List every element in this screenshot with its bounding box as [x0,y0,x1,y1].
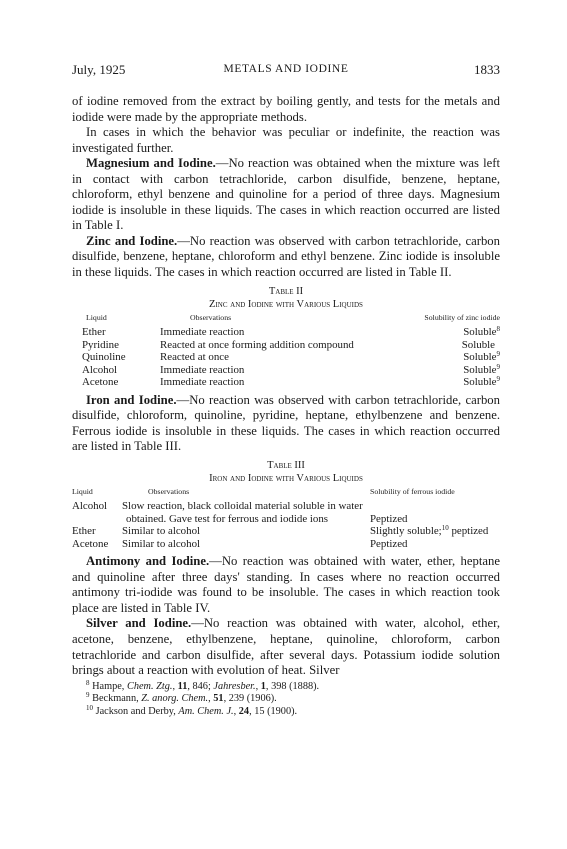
table-row [72,339,500,352]
paragraph-silver [72,616,500,678]
table3-cell-liquid: Ether [72,525,96,538]
footnote-number: 8 [86,678,90,687]
table2-cell-observation: Immediate reaction [160,326,245,339]
footnote-pages-2: , 398 (1888). [265,680,320,692]
table2-cell-solubility [390,376,500,389]
footnote-author: Hampe, [89,680,127,692]
table2 [72,312,500,389]
table3-cell-liquid: Alcohol [72,500,108,513]
footnote-volume-2: 1 [260,680,266,692]
solubility-tail: peptized [448,525,489,538]
table-row [72,376,500,389]
table3-cell-solubility [370,500,500,525]
table2-cell-observation: Immediate reaction [160,376,245,389]
footnote-10: $^{10}$ Jackson and Derby, Am. Chem. J., 24, 15 (1900). [86,703,298,717]
solubility-text: Soluble [463,363,497,376]
table3-cell-liquid: Acetone [72,537,109,550]
table2-cell-solubility [390,351,500,364]
table-row [72,538,500,551]
solubility-text: Slightly soluble; [370,525,442,538]
table3-cell-solubility [370,525,500,538]
table3-title: Iron and Iodine with Various Liquids [209,472,363,484]
section-heading-iron: Iron and Iodine. [86,392,177,407]
table3-cell-observation: Slow reaction, black colloidal material soluble in water obtained. Gave test for ferrous and iodide ions [122,500,363,525]
header-date: July, 1925 [72,62,126,77]
table3-cell-observation: Similar to alcohol [122,537,201,550]
paragraph-behavior: In cases in which the behavior was peculiar or indefinite, the reaction was investigated further. [72,125,500,155]
table2-col-solubility: Solubility of zinc iodide [424,312,500,322]
table2-cell-observation: Reacted at once forming addition compound [160,338,354,351]
footnote-author: Jackson and Derby, [93,705,179,717]
footnote-pages: , 15 (1900). [249,705,298,717]
footnote-volume: 11 [177,680,188,692]
paragraph-iron-body: —No reaction was observed with carbon tetrachloride, carbon disulfide, chloroform, quinoline, pyridine, heptane, ethylbenzene and benzene. Ferrous iodide is insoluble in these liquids. The cases in which reaction occurred are listed in Table III. [72,392,500,454]
table-row [72,525,500,538]
section-heading-antimony: Antimony and Iodine. [86,554,210,569]
table2-cell-solubility [390,339,500,352]
footnote-volume: 51 [213,693,224,705]
footnote-ref: 8 [496,325,500,334]
table2-cell-liquid: Acetone [82,376,119,389]
footnote-ref: 9 [496,350,500,359]
table2-cell-observation: Reacted at once [160,351,229,364]
running-header [72,62,500,80]
section-heading-zinc: Zinc and Iodine. [86,233,178,248]
table3 [72,486,500,551]
paragraph-silver-body: —No reaction was obtained with water, alcohol, ether, acetone, benzene, ethylbenzene, heptane, quinoline, chloroform, carbon tetrachloride and carbon disulfide, after several days. Potassium iodide solution brings about a reaction with evolution of heat. Silver [72,616,500,678]
section-heading-magnesium: Magnesium and Iodine. [86,156,216,171]
paragraph-antimony-body: —No reaction was obtained with water, ether, heptane and quinoline after three days' standing. In cases where no reaction occurred antimony tri-iodide was found to be insoluble. The cases in which reaction took place are listed in Table IV. [72,554,500,615]
footnote-journal: Z. anorg. Chem. [141,693,209,705]
table2-col-liquid: Liquid [86,312,107,322]
paragraph-iron [72,393,500,455]
table2-cell-solubility [390,326,500,339]
footnote-ref: 9 [496,375,500,384]
footnote-ref: 10 [441,524,449,533]
journal-page [72,62,500,718]
table-row [72,364,500,377]
footnote-journal: Am. Chem. J. [178,705,234,717]
table2-cell-liquid: Quinoline [82,351,126,364]
footnote-8: $^8$ Hampe, Chem. Ztg., 11, 846; Jahresber., 1, 398 (1888). [86,678,320,692]
footnote-pages: , 239 (1906). [223,693,277,705]
table2-cell-liquid: Ether [82,326,106,339]
solubility-text: Peptized [370,537,408,550]
solubility-text: Peptized [370,512,408,525]
footnote-journal: Chem. Ztg. [126,680,173,692]
table3-col-observations: Observations [148,486,190,496]
header-page-number: 1833 [474,62,500,77]
footnote-journal-2: Jahresber. [213,680,256,692]
paragraph-zinc [72,234,500,281]
footnote-pages: , 846; [187,680,214,692]
table-row [72,500,500,525]
header-running-title: METALS AND IODINE [223,63,349,75]
solubility-text: Soluble [463,376,497,389]
paragraph-magnesium [72,156,500,234]
table-row [72,351,500,364]
table2-label: Table II [268,285,304,297]
solubility-text: Soluble [463,351,497,364]
table3-col-liquid: Liquid [72,486,93,496]
paragraph-antimony [72,554,500,616]
table2-cell-observation: Immediate reaction [160,363,245,376]
table2-col-observations: Observations [190,312,232,322]
table2-cell-liquid: Alcohol [82,363,118,376]
table3-col-solubility: Solubility of ferrous iodide [370,486,455,496]
table3-label: Table III [267,459,305,471]
footnote-9: $^9$ Beckmann, Z. anorg. Chem., 51, 239 (1906). [86,691,277,705]
footnote-number: 9 [86,691,90,700]
table-row [72,326,500,339]
table2-cell-solubility [390,364,500,377]
table3-cell-solubility [370,538,500,551]
paragraph-continuation: of iodine removed from the extract by boiling gently, and tests for the metals and iodide were made by the appropriate methods. [72,94,500,124]
footnote-volume: 24 [238,705,250,717]
section-heading-silver: Silver and Iodine. [86,616,192,631]
solubility-text: Soluble [461,338,495,351]
footnote-number: 10 [86,703,93,712]
solubility-text: Soluble [463,326,497,339]
paragraph-zinc-body: —No reaction was observed with carbon tetrachloride, carbon disulfide, benzene, heptane, chloroform and ethyl benzene. Zinc iodide is insoluble in these liquids. The cases in which reaction occurred are listed in Table II. [72,233,500,280]
table2-cell-liquid: Pyridine [82,338,119,351]
paragraph-magnesium-body: —No reaction was obtained when the mixture was left in contact with carbon tetrachloride, carbon disulfide, benzene, heptane, chloroform, ethyl benzene and quinoline for a period of three days. Magnesium iodide is insoluble in these liquids. The cases in which reaction occurred are listed in Table I. [72,156,500,233]
footnote-author: Beckmann, [89,693,142,705]
table2-title: Zinc and Iodine with Various Liquids [209,298,363,310]
footnote-ref: 9 [496,362,500,371]
table3-cell-observation: Similar to alcohol [122,525,201,538]
